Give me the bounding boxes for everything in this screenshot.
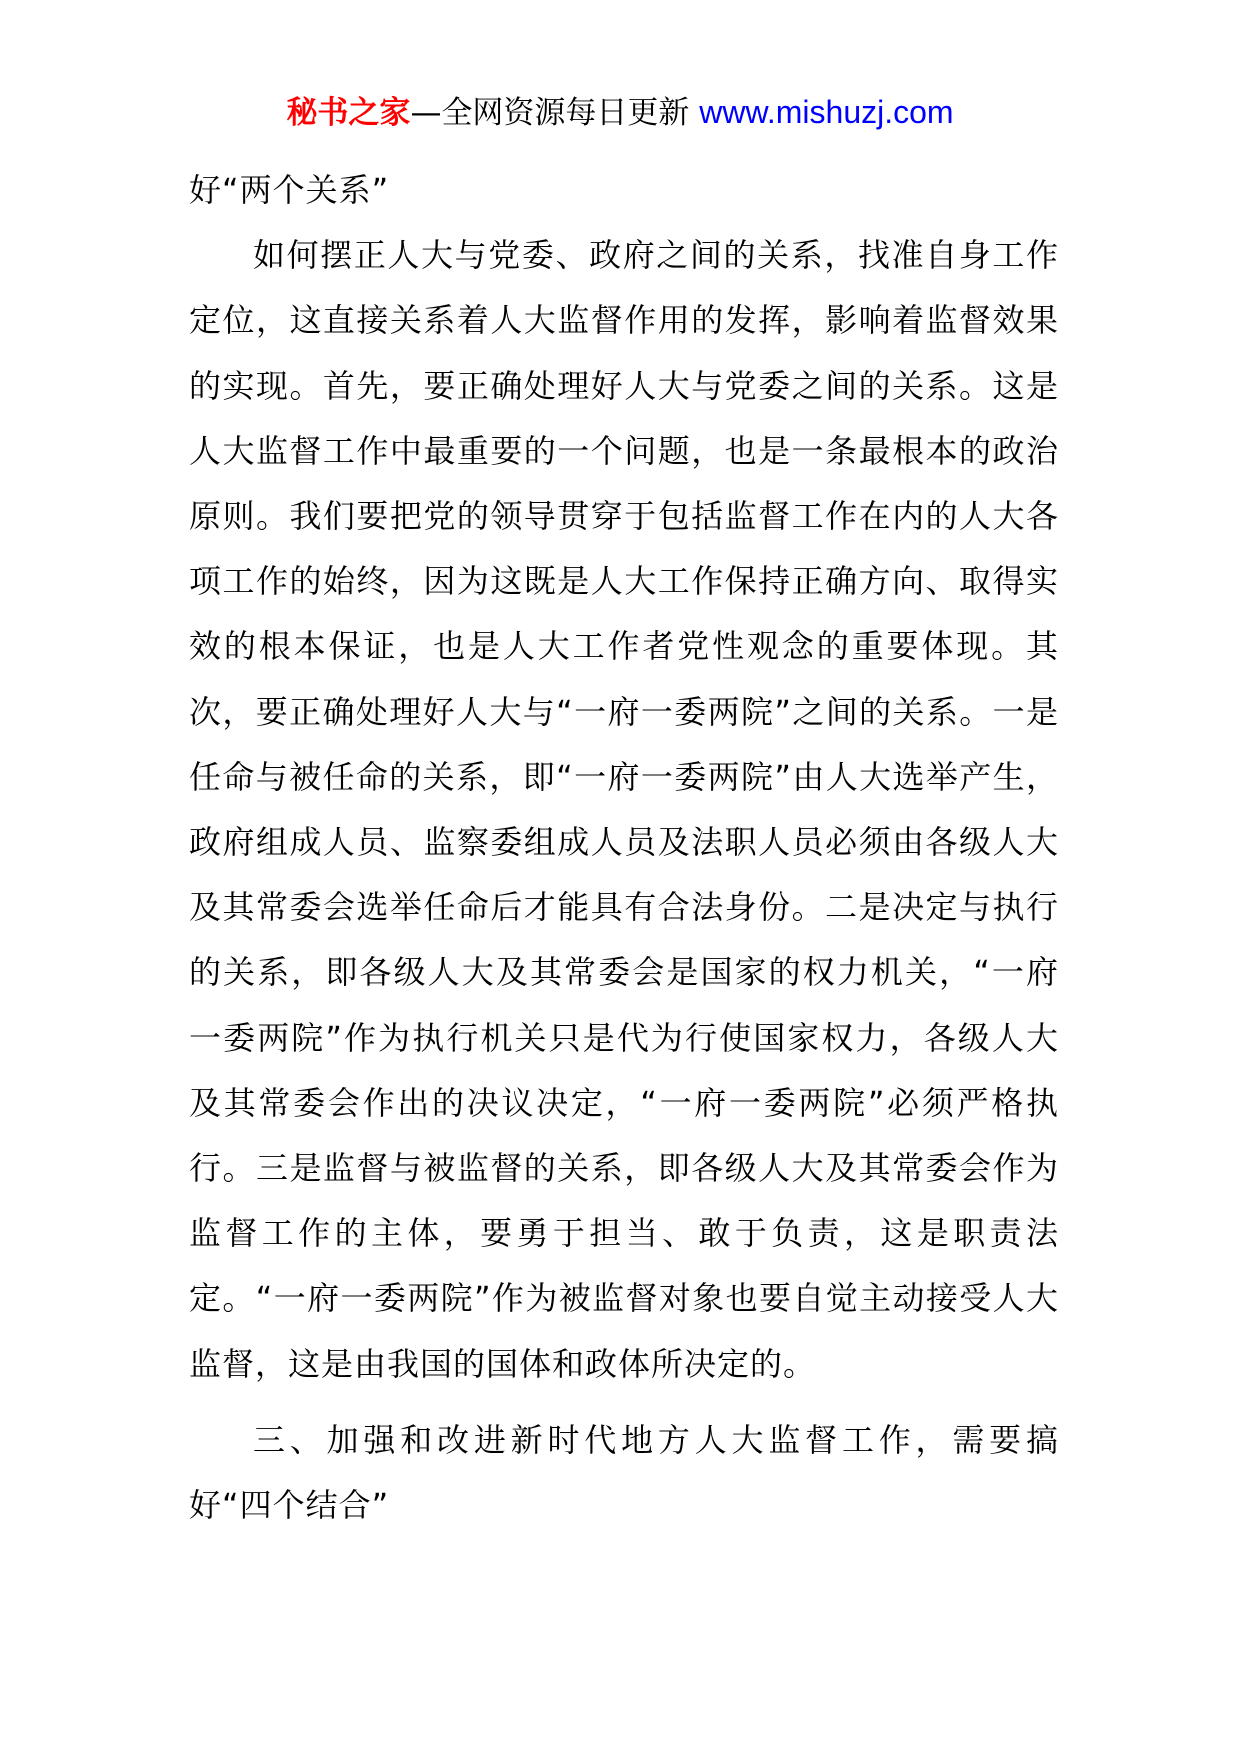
site-url: www.mishuzj.com — [699, 94, 954, 130]
header-tagline: —全网资源每日更新 — [410, 95, 700, 131]
document-body — [189, 158, 1059, 1538]
brand-name: 秘书之家 — [286, 95, 411, 131]
heading-continuation: 好“两个关系” — [189, 171, 390, 209]
site-header — [0, 92, 1240, 133]
section-heading: 三、加强和改进新时代地方人大监督工作，需要搞好“四个结合” — [189, 1420, 1059, 1525]
body-paragraph: 如何摆正人大与党委、政府之间的关系，找准自身工作定位，这直接关系着人大监督作用的发挥，影响着监督效果的实现。首先，要正确处理好人大与党委之间的关系。这是人大监督工作中最重要的一个问题，也是一条最根本的政治原则。我们要把党的领导贯穿于包括监督工作在内的人大各项工作的始终，因为这既是人大工作保持正确方向、取得实效的根本保证，也是人大工作者党性观念的重要体现。其次，要正确处理好人大与“一府一委两院”之间的关系。一是任命与被任命的关系，即“一府一委两院”由人大选举产生，政府组成人员、监察委组成人员及法职人员必须由各级人大及其常委会选举任命后才能具有合法身份。二是决定与执行的关系，即各级人大及其常委会是国家的权力机关，“一府一委两院”作为执行机关只是代为行使国家权力，各级人大及其常委会作出的决议决定，“一府一委两院”必须严格执行。三是监督与被监督的关系，即各级人大及其常委会作为监督工作的主体，要勇于担当、敢于负责，这是职责法定。“一府一委两院”作为被监督对象也要自觉主动接受人大监督，这是由我国的国体和政体所决定的。 — [189, 236, 1059, 1383]
